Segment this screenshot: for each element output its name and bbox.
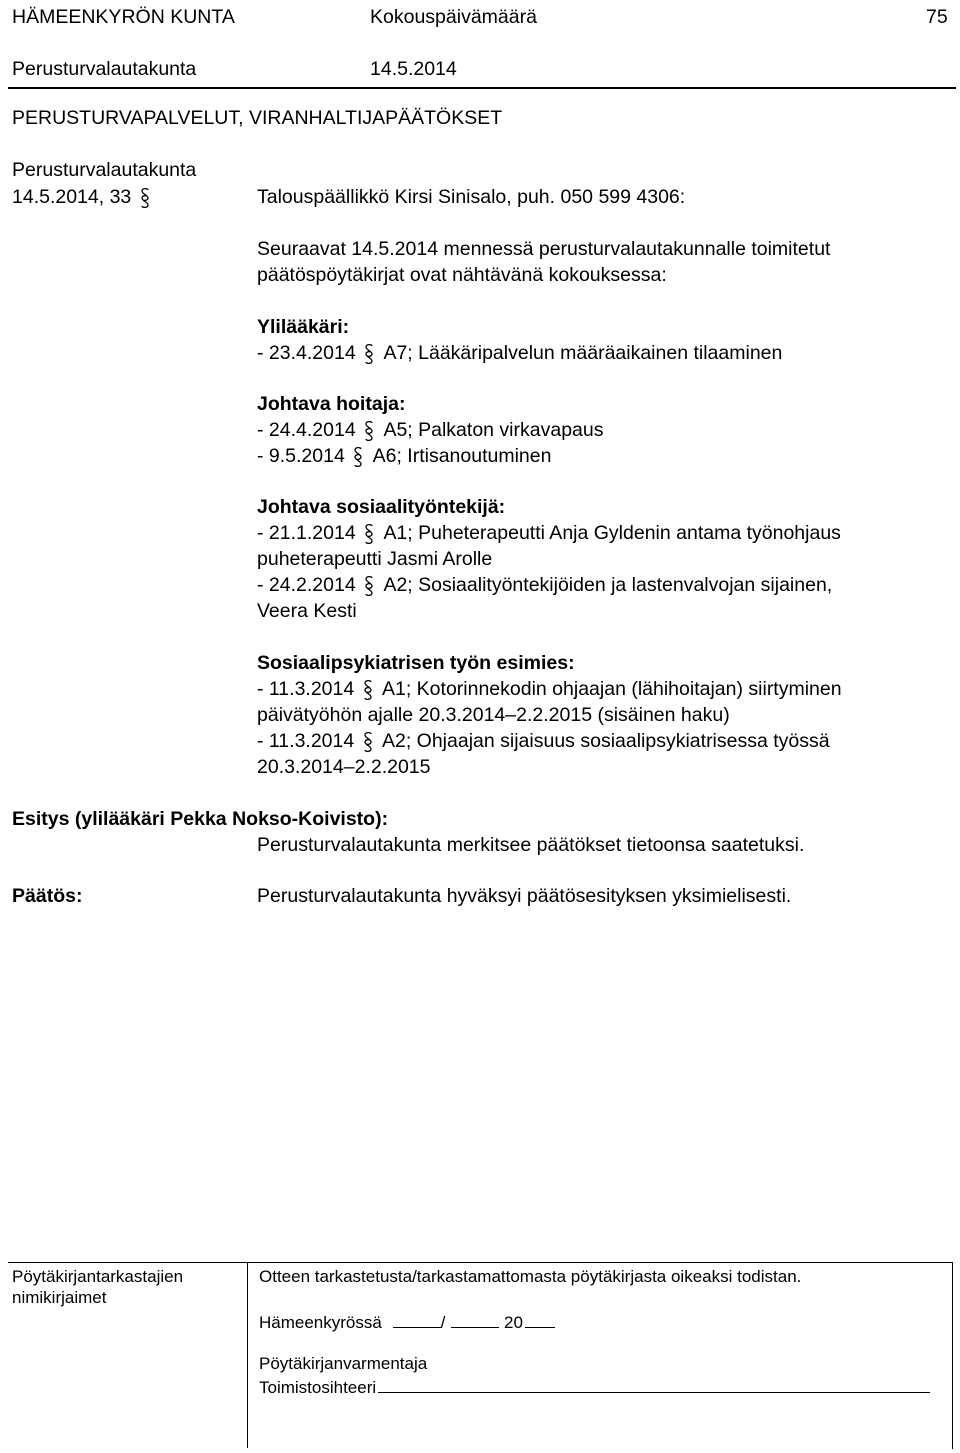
section-sign-icon <box>360 728 378 754</box>
decision-item <box>257 417 603 443</box>
item-text: A5; Palkaton virkavapaus <box>383 419 604 441</box>
item-date: - 21.1.2014 <box>257 522 356 544</box>
item-date: - 24.4.2014 <box>257 419 356 441</box>
decision-item <box>257 340 782 366</box>
item-text: A1; Kotorinnekodin ohjaajan (lähihoitajan) siirtyminen <box>381 678 842 700</box>
year-blank <box>525 1309 555 1328</box>
footer-initials-label-1: Pöytäkirjantarkastajien <box>12 1267 184 1286</box>
item-text: A1; Puheterapeutti Anja Gyldenin antama työnohjaus <box>383 522 841 544</box>
decision-item <box>257 676 842 702</box>
section-sign-icon <box>361 417 379 443</box>
decision-label: Päätös: <box>12 885 83 907</box>
item-text: A6; Irtisanoutuminen <box>372 445 552 467</box>
meeting-ref-text: 14.5.2014, 33 <box>12 186 132 208</box>
item-continuation: päivätyöhön ajalle 20.3.2014–2.2.2015 (sisäinen haku) <box>257 704 730 726</box>
day-blank <box>393 1309 441 1328</box>
footer-box <box>8 1262 953 1449</box>
month-blank <box>451 1309 499 1328</box>
presenter: Talouspäällikkö Kirsi Sinisalo, puh. 050 599 4306: <box>257 186 686 208</box>
group-heading: Ylilääkäri: <box>257 316 350 338</box>
footer-secretary: Toimistosihteeri <box>259 1378 377 1397</box>
section-sign-icon <box>350 443 368 469</box>
item-date: - 11.3.2014 <box>257 730 355 752</box>
decision-text: Perusturvalautakunta hyväksyi päätösesityksen yksimielisesti. <box>257 885 792 907</box>
item-text: A2; Ohjaajan sijaisuus sosiaalipsykiatrisessa työssä <box>381 730 830 752</box>
item-continuation: 20.3.2014–2.2.2015 <box>257 756 431 778</box>
item-date: - 9.5.2014 <box>257 445 345 467</box>
header-rule <box>8 87 956 89</box>
item-continuation: Veera Kesti <box>257 600 357 622</box>
proposal-text: Perusturvalautakunta merkitsee päätökset tietoonsa saatetuksi. <box>257 834 805 856</box>
footer-secretary-line <box>259 1374 930 1398</box>
footer-slash: / <box>440 1313 446 1332</box>
meeting-reference <box>12 184 155 210</box>
decision-item <box>257 572 832 598</box>
document-type: Kokouspäivämäärä <box>370 6 537 28</box>
footer-certification: Otteen tarkastetusta/tarkastamattomasta pöytäkirjasta oikeaksi todistan. <box>259 1267 802 1286</box>
item-continuation: puheterapeutti Jasmi Arolle <box>257 548 493 570</box>
section-sign-icon <box>361 340 379 366</box>
item-text: A7; Lääkäripalvelun määräaikainen tilaaminen <box>383 342 783 364</box>
section-title: PERUSTURVAPALVELUT, VIRANHALTIJAPÄÄTÖKSET <box>12 107 503 129</box>
group-heading: Johtava sosiaalityöntekijä: <box>257 496 506 518</box>
meeting-date: 14.5.2014 <box>370 58 457 80</box>
group-heading: Johtava hoitaja: <box>257 393 406 415</box>
group-heading: Sosiaalipsykiatrisen työn esimies: <box>257 652 575 674</box>
section-sign-icon <box>361 572 379 598</box>
footer-place-date <box>259 1309 555 1333</box>
signature-blank <box>378 1374 930 1393</box>
committee-name: Perusturvalautakunta <box>12 58 197 80</box>
organization-name: HÄMEENKYRÖN KUNTA <box>12 6 235 28</box>
footer-year: 20 <box>504 1313 523 1332</box>
item-date: - 11.3.2014 <box>257 678 355 700</box>
section-sign-icon <box>137 184 155 210</box>
footer-divider <box>247 1262 248 1448</box>
item-text: A2; Sosiaalityöntekijöiden ja lastenvalvojan sijainen, <box>383 574 833 596</box>
footer-place: Hämeenkyrössä <box>259 1313 382 1332</box>
intro-line-2: päätöspöytäkirjat ovat nähtävänä kokouksessa: <box>257 264 667 286</box>
item-date: - 24.2.2014 <box>257 574 356 596</box>
decision-item <box>257 443 551 469</box>
decision-item <box>257 520 841 546</box>
proposal-label: Esitys (ylilääkäri Pekka Nokso-Koivisto): <box>12 808 389 830</box>
intro-line-1: Seuraavat 14.5.2014 mennessä perusturvalautakunnalle toimitetut <box>257 238 831 260</box>
footer-initials-label-2: nimikirjaimet <box>12 1288 107 1307</box>
decision-item <box>257 728 830 754</box>
meeting-body: Perusturvalautakunta <box>12 159 197 181</box>
section-sign-icon <box>361 520 379 546</box>
page-number: 75 <box>926 6 948 28</box>
footer-verifier: Pöytäkirjanvarmentaja <box>259 1354 428 1373</box>
section-sign-icon <box>360 676 378 702</box>
item-date: - 23.4.2014 <box>257 342 356 364</box>
